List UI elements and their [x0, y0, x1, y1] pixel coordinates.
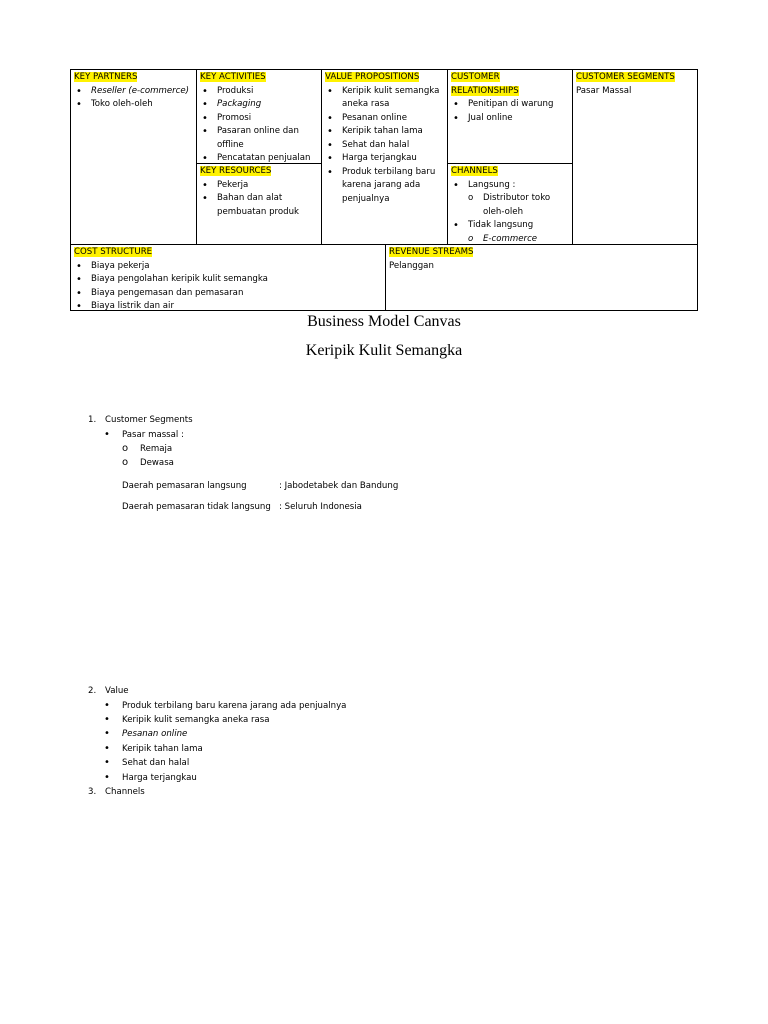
list-item: • Pesanan online: [325, 112, 444, 126]
list-item: • Keripik kulit semangka aneka rasa: [122, 713, 270, 728]
list-item: • Harga terjangkau: [325, 152, 444, 166]
direct-market-value: : Jabodetabek dan Bandung: [279, 481, 399, 491]
customer-relationships-cell: [447, 69, 573, 164]
document-title: Business Model Canvas: [307, 313, 461, 330]
customer-segments-cell: [572, 69, 698, 245]
customer-segments-text: Pasar Massal: [576, 85, 632, 96]
list-item: • Biaya pengolahan keripik kulit semangka: [74, 273, 382, 287]
list-subitem: o E-commerce: [451, 233, 569, 247]
customer-segments-title: CUSTOMER SEGMENTS: [576, 72, 675, 82]
section-value: [0, 684, 768, 804]
list-item: • Tidak langsung: [451, 219, 569, 233]
list-item: • Harga terjangkau: [122, 771, 197, 786]
list-item: • Packaging: [200, 98, 318, 112]
section-customer-segments: [0, 413, 768, 523]
list-item: • Sehat dan halal: [325, 139, 444, 153]
list-item: • Biaya listrik dan air: [74, 300, 382, 314]
revenue-streams-title: REVENUE STREAMS: [389, 247, 474, 257]
list-item: • Biaya pekerja: [74, 260, 382, 274]
list-item: • Langsung :: [451, 179, 569, 193]
list-item: • Pencatatan penjualan: [200, 152, 318, 166]
list-item: • Keripik kulit semangka aneka rasa: [325, 85, 444, 112]
section-number: 2.: [88, 686, 97, 696]
list-subitem: o Dewasa: [140, 456, 174, 471]
key-activities-cell: [196, 69, 322, 164]
list-item: • Pasaran online dan offline: [200, 125, 318, 152]
list-item: • Pasar massal :: [122, 428, 184, 443]
list-item: • Keripik tahan lama: [325, 125, 444, 139]
channels-cell: [447, 163, 573, 245]
key-resources-cell: [196, 163, 322, 245]
list-item: • Reseller (e-commerce): [74, 85, 193, 99]
cost-structure-cell: [70, 244, 386, 311]
list-item: • Keripik tahan lama: [122, 742, 203, 757]
list-item: • Bahan dan alat pembuatan produk: [200, 192, 318, 219]
section-number: 1.: [88, 415, 97, 425]
value-propositions-title: VALUE PROPOSITIONS: [325, 72, 420, 82]
value-propositions-cell: [321, 69, 448, 245]
key-partners-title: KEY PARTNERS: [74, 72, 138, 82]
customer-relationships-title: CUSTOMER RELATIONSHIPS: [451, 72, 519, 96]
revenue-streams-text: Pelanggan: [389, 260, 434, 271]
document-subtitle: Keripik Kulit Semangka: [305, 342, 463, 359]
list-item: • Biaya pengemasan dan pemasaran: [74, 287, 382, 301]
list-subitem: o Distributor toko oleh-oleh: [451, 192, 569, 219]
list-item: • Toko oleh-oleh: [74, 98, 193, 112]
list-item: • Produk terbilang baru karena jarang ada penjualnya: [122, 699, 346, 714]
cost-structure-title: COST STRUCTURE: [74, 247, 153, 257]
business-model-canvas: [70, 69, 698, 311]
list-item: • Sehat dan halal: [122, 756, 189, 771]
section-heading: Value: [105, 686, 129, 696]
list-item: • Produk terbilang baru karena jarang ada penjualnya: [325, 166, 444, 207]
section-number: 3.: [88, 787, 97, 797]
section-heading: Customer Segments: [105, 415, 193, 425]
indirect-market-label: Daerah pemasaran tidak langsung: [122, 502, 271, 512]
list-subitem: o Remaja: [140, 442, 172, 457]
indirect-market-value: : Seluruh Indonesia: [279, 502, 362, 512]
list-item: • Pesanan online: [122, 727, 187, 742]
direct-market-label: Daerah pemasaran langsung: [122, 481, 247, 491]
key-activities-title: KEY ACTIVITIES: [200, 72, 266, 82]
list-item: • Jual online: [451, 112, 569, 126]
key-partners-cell: [70, 69, 197, 245]
list-item: • Promosi: [200, 112, 318, 126]
list-item: • Pekerja: [200, 179, 318, 193]
list-item: • Penitipan di warung: [451, 98, 569, 112]
revenue-streams-cell: [385, 244, 698, 311]
channels-title: CHANNELS: [451, 166, 498, 176]
list-item: • Produksi: [200, 85, 318, 99]
key-resources-title: KEY RESOURCES: [200, 166, 272, 176]
section-heading: Channels: [105, 787, 145, 797]
